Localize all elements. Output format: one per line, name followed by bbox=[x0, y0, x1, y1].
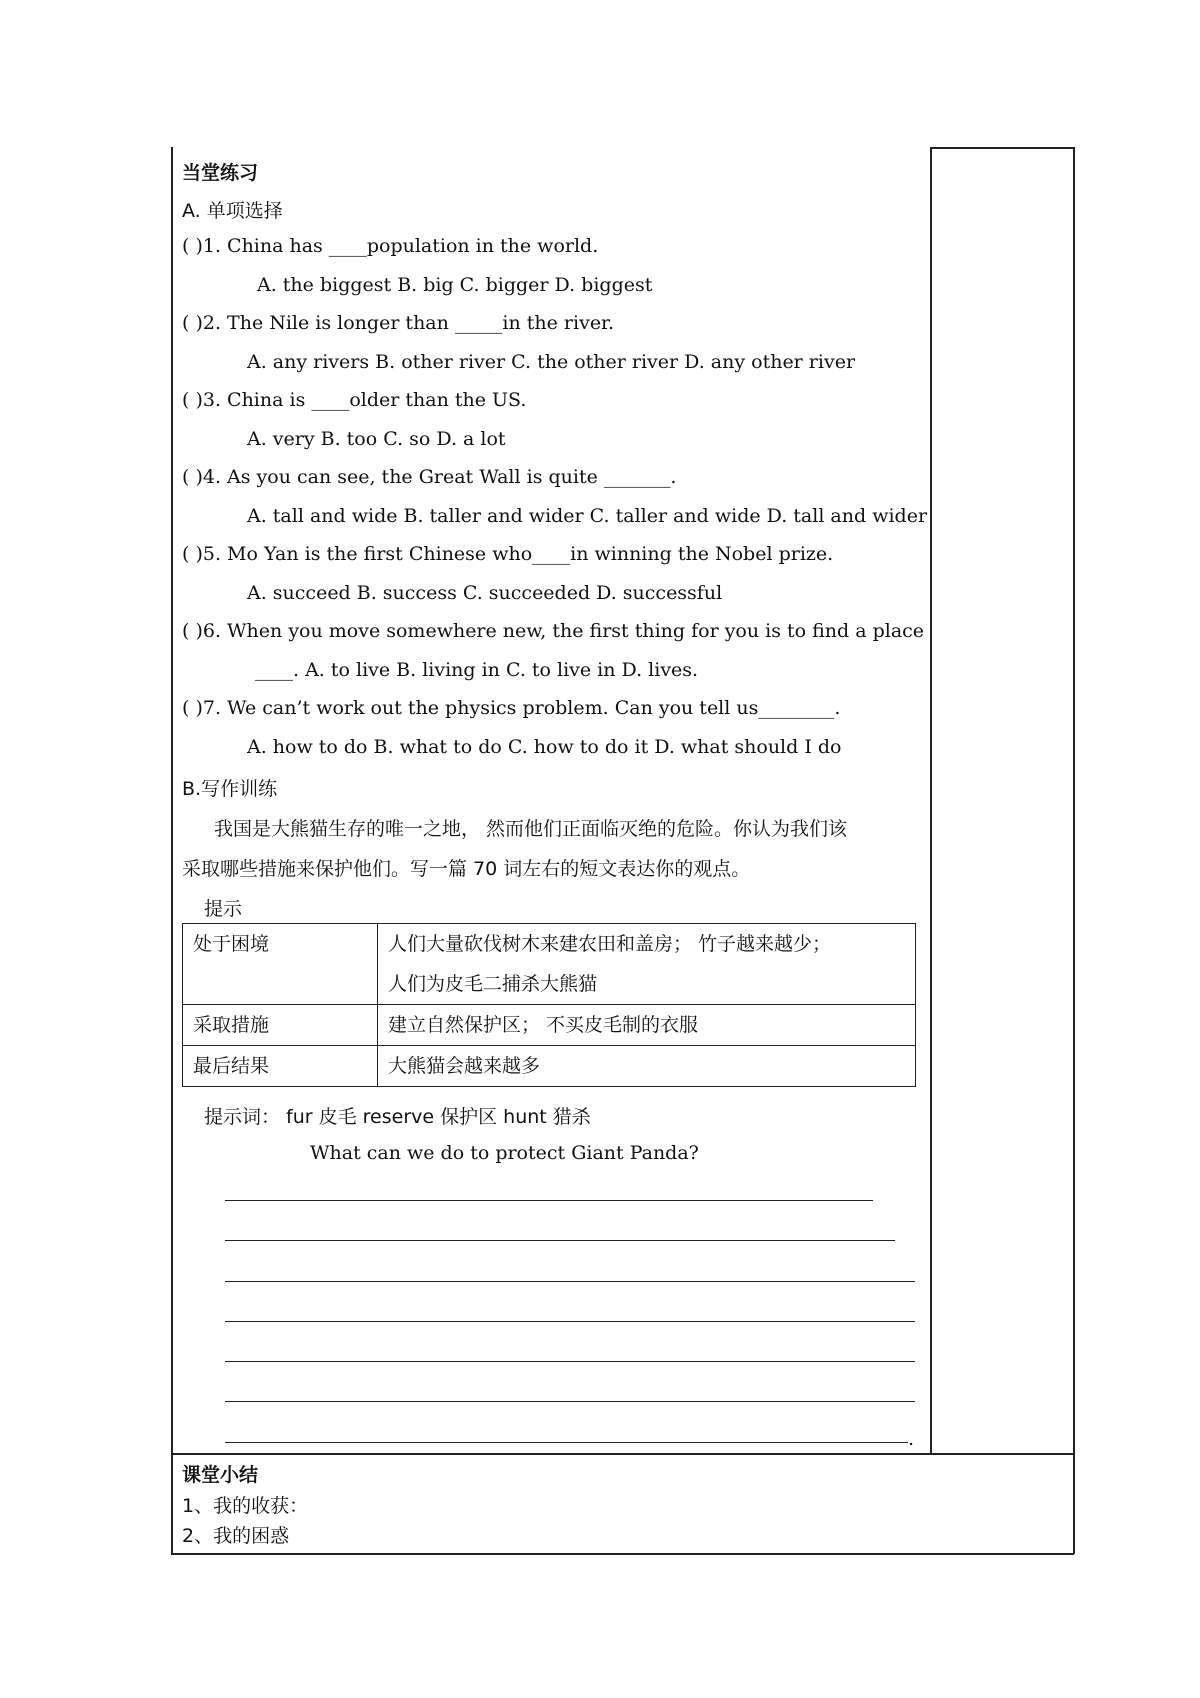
summary-title: 课堂小结 bbox=[182, 1464, 259, 1486]
hint-row-result bbox=[183, 1046, 916, 1087]
section-a-heading: A. 单项选择 bbox=[182, 200, 283, 222]
writing-prompt-line-2: 采取哪些措施来保护他们。写一篇 70 词左右的短文表达你的观点。 bbox=[182, 858, 751, 880]
hint-row-label: 采取措施 bbox=[183, 1005, 378, 1046]
question-4-stem: ( )4. As you can see, the Great Wall is quite _______. bbox=[182, 466, 677, 488]
writing-line bbox=[225, 1361, 915, 1362]
question-5-stem: ( )5. Mo Yan is the first Chinese who____in winning the Nobel prize. bbox=[182, 543, 834, 565]
writing-line bbox=[225, 1321, 915, 1322]
hint-row-label: 最后结果 bbox=[183, 1046, 378, 1087]
hint-row-label: 处于困境 bbox=[183, 924, 378, 1005]
frame-top-border-side bbox=[930, 147, 1074, 149]
writing-line bbox=[225, 1442, 908, 1443]
writing-line bbox=[225, 1240, 895, 1241]
essay-title: What can we do to protect Giant Panda? bbox=[310, 1142, 699, 1164]
writing-line bbox=[225, 1401, 915, 1402]
section-b-heading: B.写作训练 bbox=[182, 778, 278, 800]
hint-label: 提示 bbox=[204, 898, 243, 920]
frame-left-border bbox=[171, 147, 173, 1554]
question-4-options: A. tall and wide B. taller and wider C. taller and wide D. tall and wider bbox=[247, 505, 928, 527]
frame-right-border bbox=[1073, 147, 1075, 1554]
hint-row-content: 大熊猫会越来越多 bbox=[378, 1046, 916, 1087]
hint-table bbox=[182, 923, 916, 1087]
question-3-options: A. very B. too C. so D. a lot bbox=[247, 428, 506, 450]
question-2-options: A. any rivers B. other river C. the other river D. any other river bbox=[247, 351, 856, 373]
hint-row-content bbox=[378, 924, 916, 1005]
hint-row-content: 建立自然保护区； 不买皮毛制的衣服 bbox=[378, 1005, 916, 1046]
frame-bottom-border bbox=[171, 1553, 1074, 1555]
summary-item-gains: 1、我的收获： bbox=[182, 1495, 309, 1517]
writing-line bbox=[225, 1200, 873, 1201]
question-2-stem: ( )2. The Nile is longer than _____in the river. bbox=[182, 312, 615, 334]
summary-item-confusions: 2、我的困惑 bbox=[182, 1525, 290, 1547]
hint-row-difficulty bbox=[183, 924, 916, 1005]
writing-final-period: . bbox=[908, 1428, 915, 1450]
question-7-options: A. how to do B. what to do C. how to do it D. what should I do bbox=[247, 736, 842, 758]
hint-row-measures bbox=[183, 1005, 916, 1046]
frame-summary-divider bbox=[171, 1453, 1074, 1455]
hint-row-line: 人们为皮毛二捕杀大熊猫 bbox=[388, 973, 598, 995]
hint-words: 提示词： fur 皮毛 reserve 保护区 hunt 猎杀 bbox=[204, 1106, 591, 1128]
frame-column-divider bbox=[930, 147, 932, 1454]
question-5-options: A. succeed B. success C. succeeded D. successful bbox=[247, 582, 723, 604]
question-3-stem: ( )3. China is ____older than the US. bbox=[182, 389, 527, 411]
question-1-options: A. the biggest B. big C. bigger D. biggest bbox=[257, 274, 653, 296]
question-6-stem: ( )6. When you move somewhere new, the first thing for you is to find a place bbox=[182, 620, 925, 642]
question-1-stem: ( )1. China has ____population in the world. bbox=[182, 235, 599, 257]
writing-prompt-line-1: 我国是大熊猫生存的唯一之地， 然而他们正面临灭绝的危险。你认为我们该 bbox=[214, 818, 848, 840]
hint-row-line: 人们大量砍伐树木来建农田和盖房； 竹子越来越少； bbox=[388, 933, 832, 955]
question-6-options: ____. A. to live B. living in C. to live in D. lives. bbox=[255, 659, 699, 681]
question-7-stem: ( )7. We can’t work out the physics problem. Can you tell us________. bbox=[182, 697, 841, 719]
practice-title: 当堂练习 bbox=[182, 162, 259, 184]
writing-line bbox=[225, 1281, 915, 1282]
